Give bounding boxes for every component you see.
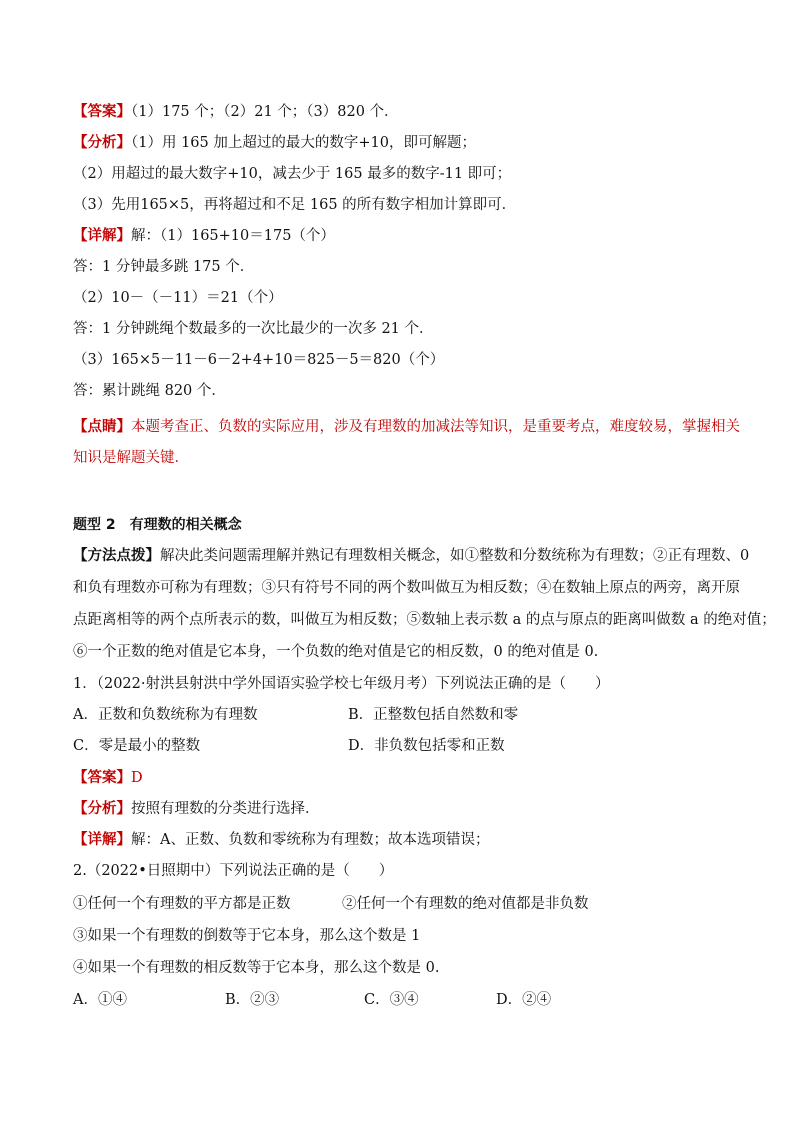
q1-option-b: B．正整数包括自然数和零 — [348, 707, 519, 723]
q1-option-d: D．非负数包括零和正数 — [348, 738, 505, 754]
q2-option-b: B．②③ — [225, 992, 280, 1008]
detail-text-1: 解：（1）165+10＝175（个） — [131, 228, 335, 244]
q2-option-a: A．①④ — [73, 992, 127, 1008]
q2-statement-2: ②任何一个有理数的绝对值都是非负数 — [342, 896, 589, 912]
analysis-line-3: （3）先用165×5，再将超过和不足 165 的所有数字相加计算即可． — [73, 197, 517, 213]
comment-tag: 【点睛】 — [73, 418, 131, 435]
answer-line — [73, 101, 399, 123]
q2-statement-4: ④如果一个有理数的相反数等于它本身，那么这个数是 0. — [73, 960, 440, 976]
q1-detail: 解：A、正数、负数和零统称为有理数；故本选项错误； — [131, 832, 490, 848]
q2-option-d: D．②④ — [496, 992, 552, 1008]
detail-line-3: （2）10－（－11）＝21（个） — [73, 290, 283, 306]
detail-tag: 【详解】 — [73, 227, 131, 244]
q1-detail-line — [73, 829, 489, 851]
answer-text: （1）175 个；（2）21 个；（3）820 个． — [131, 104, 399, 120]
q1-answer-tag: 【答案】 — [73, 769, 131, 786]
q1-option-a: A．正数和负数统称为有理数 — [73, 707, 258, 723]
detail-line-6: 答：累计跳绳 820 个． — [73, 383, 226, 399]
q2-option-c: C．③④ — [364, 992, 419, 1008]
detail-line-4: 答：1 分钟跳绳个数最多的一次比最少的一次多 21 个． — [73, 321, 434, 337]
q1-stem: 1．（2022·射洪县射洪中学外国语实验学校七年级月考）下列说法正确的是（ ） — [73, 676, 610, 692]
q1-analysis-line — [73, 798, 320, 820]
detail-line-2: 答：1 分钟最多跳 175 个． — [73, 259, 255, 275]
analysis-text-1: （1）用 165 加上超过的最大的数字+10，即可解题； — [131, 135, 476, 151]
comment-line-2: 知识是解题关键． — [73, 450, 189, 466]
detail-line-5: （3）165×5－11－6－2+4+10＝825－5＝820（个） — [73, 352, 445, 368]
detail-line-1 — [73, 225, 335, 247]
method-line-4: ⑥一个正数的绝对值是它本身，一个负数的绝对值是它的相反数，0 的绝对值是 0. — [73, 644, 599, 660]
q2-stem: 2.（2022•日照期中）下列说法正确的是（ ） — [73, 863, 394, 879]
comment-text-1: 本题考查正、负数的实际应用，涉及有理数的加减法等知识，是重要考点，难度较易，掌握相关 — [131, 419, 740, 435]
method-tag: 【方法点拨】 — [73, 547, 160, 564]
method-line-2: 和负有理数亦可称为有理数；③只有符号不同的两个数叫做互为相反数；④在数轴上原点的两旁，离开原 — [73, 580, 740, 596]
analysis-line-2: （2）用超过的最大数字+10，减去少于 165 最多的数字-11 即可； — [73, 166, 512, 182]
q1-analysis-tag: 【分析】 — [73, 800, 131, 817]
analysis-tag: 【分析】 — [73, 134, 131, 151]
q1-answer: D — [131, 770, 143, 786]
comment-line-1 — [73, 416, 740, 438]
q1-option-c: C．零是最小的整数 — [73, 738, 201, 754]
q1-analysis: 按照有理数的分类进行选择． — [131, 801, 320, 817]
analysis-line-1 — [73, 132, 476, 154]
answer-tag: 【答案】 — [73, 103, 131, 120]
method-line-3: 点距离相等的两个点所表示的数，叫做互为相反数；⑤数轴上表示数 a 的点与原点的距离叫做数 a 的绝对值； — [73, 612, 776, 628]
q1-detail-tag: 【详解】 — [73, 831, 131, 848]
method-text-1: 解决此类问题需理解并熟记有理数相关概念，如①整数和分数统称为有理数；②正有理数、0 — [160, 548, 750, 564]
section-title: 题型 2 有理数的相关概念 — [73, 517, 242, 533]
q1-answer-line — [73, 767, 143, 789]
q2-statement-3: ③如果一个有理数的倒数等于它本身，那么这个数是 1 — [73, 928, 421, 944]
q2-statement-1: ①任何一个有理数的平方都是正数 — [73, 896, 291, 912]
method-line-1 — [73, 545, 749, 567]
